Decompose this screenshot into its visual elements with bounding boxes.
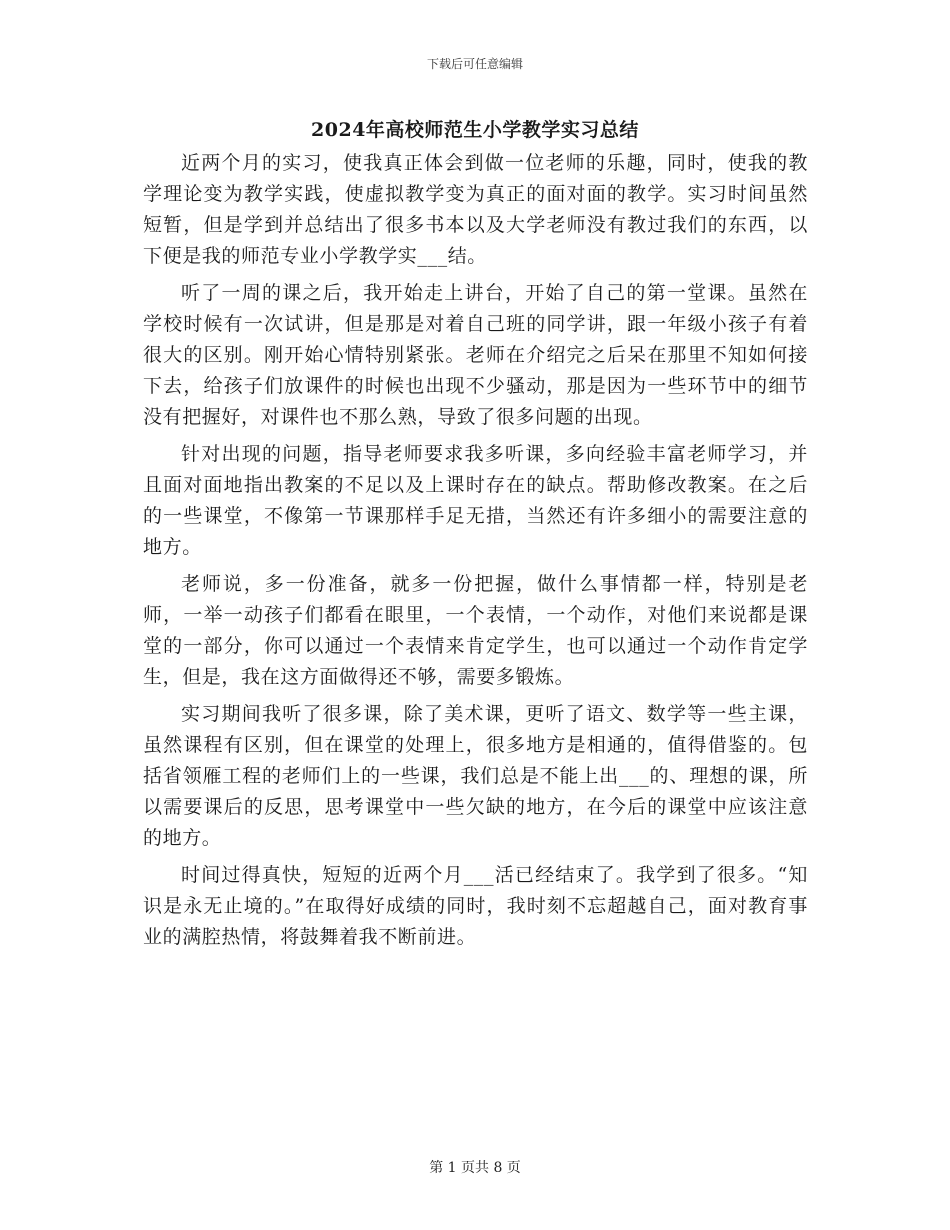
- paragraph-5: 实习期间我听了很多课，除了美术课，更听了语文、数学等一些主课，虽然课程有区别，但在课堂的处理上，很多地方是相通的，值得借鉴的。包括省领雁工程的老师们上的一些课，我们总是不能上出___的、理想的课，所以需要课后的反思，思考课堂中一些欠缺的地方，在今后的课堂中应该注意的地方。: [143, 703, 808, 849]
- header-note: 下载后可任意编辑: [426, 57, 523, 71]
- paragraph-6: 时间过得真快，短短的近两个月___活已经结束了。我学到了很多。“知识是永无止境的。”在取得好成绩的同时，我时刻不忘超越自己，面对教育事业的满腔热情，将鼓舞着我不断前进。: [143, 864, 808, 948]
- page-number: 第 1 页共 8 页: [429, 1160, 521, 1176]
- paragraph-3: 针对出现的问题，指导老师要求我多听课，多向经验丰富老师学习，并且面对面地指出教案的不足以及上课时存在的缺点。帮助修改教案。在之后的一些课堂，不像第一节课那样手足无措，当然还有许多细小的需要注意的地方。: [143, 443, 808, 558]
- paragraph-4: 老师说，多一份准备，就多一份把握，做什么事情都一样，特别是老师，一举一动孩子们都看在眼里，一个表情，一个动作，对他们来说都是课堂的一部分，你可以通过一个表情来肯定学生，也可以通过一个动作肯定学生，但是，我在这方面做得还不够，需要多锻炼。: [143, 573, 808, 688]
- paragraph-2: 听了一周的课之后，我开始走上讲台，开始了自己的第一堂课。虽然在学校时候有一次试讲，但是那是对着自己班的同学讲，跟一年级小孩子有着很大的区别。刚开始心情特别紧张。老师在介绍完之后呆在那里不知如何接下去，给孩子们放课件的时候也出现不少骚动，那是因为一些环节中的细节没有把握好，对课件也不那么熟，导致了很多问题的出现。: [143, 282, 808, 428]
- document-title: 2024年高校师范生小学教学实习总结: [311, 119, 639, 141]
- paragraph-1: 近两个月的实习，使我真正体会到做一位老师的乐趣，同时，使我的教学理论变为教学实践，使虚拟教学变为真正的面对面的教学。实习时间虽然短暂，但是学到并总结出了很多书本以及大学老师没有教过我们的东西，以下便是我的师范专业小学教学实___结。: [143, 152, 808, 267]
- document-body: [143, 148, 808, 959]
